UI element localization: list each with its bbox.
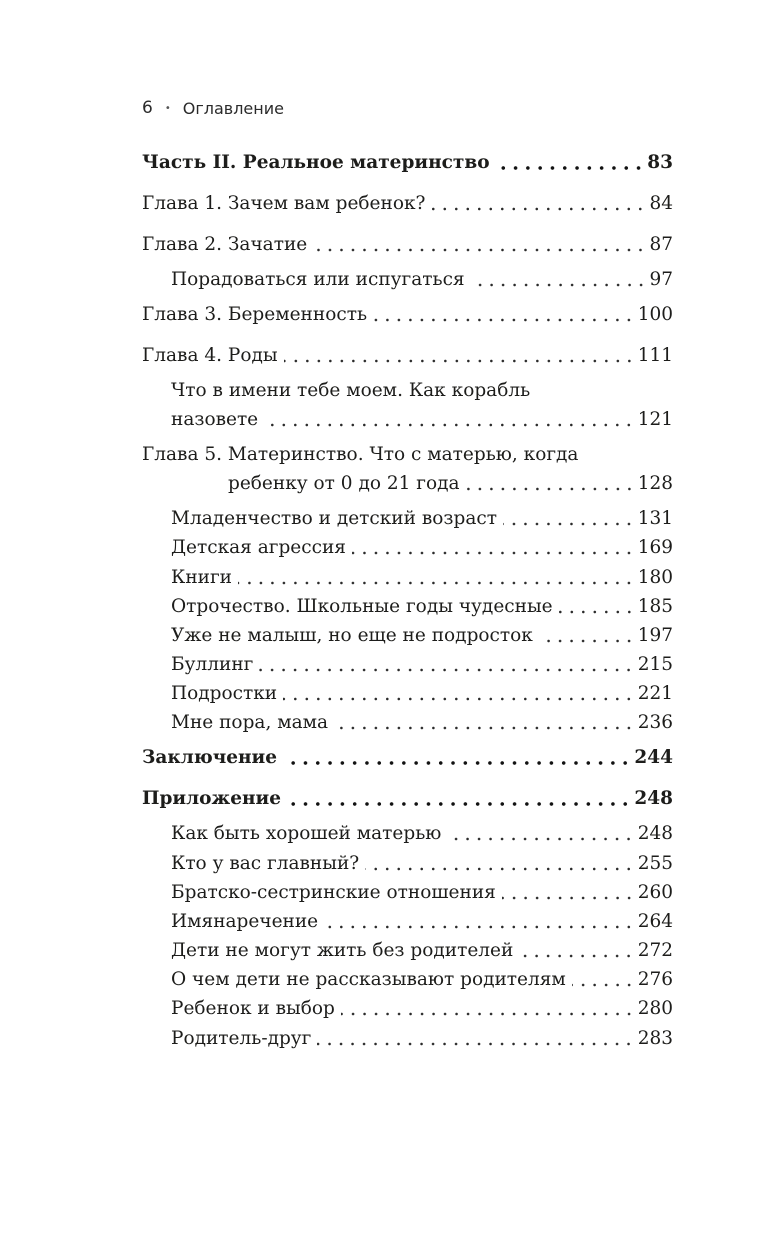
toc-title: О чем дети не рассказывают родителям xyxy=(171,969,566,990)
dot-leader xyxy=(284,359,635,363)
dot-leader xyxy=(238,581,635,585)
dot-leader xyxy=(572,983,635,987)
toc-conclusion[interactable] xyxy=(142,745,673,771)
toc-section-title-line: Что в имени тебе моем. Как корабль xyxy=(171,380,531,401)
toc-page: 84 xyxy=(649,193,673,214)
toc-page: 283 xyxy=(637,1028,673,1049)
dot-leader xyxy=(334,726,635,730)
toc-title: Глава 2. Зачатие xyxy=(142,234,308,255)
dot-leader xyxy=(559,610,635,614)
page-number: 6 xyxy=(142,98,153,118)
toc-page: 121 xyxy=(637,409,673,430)
toc-page: 197 xyxy=(637,625,673,646)
toc-section[interactable] xyxy=(171,267,673,293)
toc-chapter-2[interactable] xyxy=(142,232,673,258)
dot-leader xyxy=(283,761,631,765)
dot-leader xyxy=(503,522,635,526)
toc-title: Имянаречение xyxy=(171,911,319,932)
dot-leader xyxy=(341,1012,635,1016)
dot-leader xyxy=(259,668,634,672)
dot-leader xyxy=(471,283,647,287)
dot-leader xyxy=(365,867,634,871)
toc-page: 276 xyxy=(637,969,673,990)
toc-page: 244 xyxy=(634,747,673,768)
toc-title: Подростки xyxy=(171,683,278,704)
dot-leader xyxy=(313,248,646,252)
dot-leader xyxy=(431,207,646,211)
dot-leader xyxy=(519,954,634,958)
toc-page: 255 xyxy=(637,853,673,874)
toc-appendix[interactable] xyxy=(142,786,673,812)
toc-page: 260 xyxy=(637,882,673,903)
toc-title: Глава 1. Зачем вам ребенок? xyxy=(142,193,426,214)
toc-title: Книги xyxy=(171,567,233,588)
toc-chapter-5[interactable] xyxy=(228,471,673,497)
toc-page: 169 xyxy=(637,537,673,558)
toc-title: Младенчество и детский возраст xyxy=(171,508,497,529)
running-header xyxy=(142,98,284,118)
toc-chapter-4[interactable] xyxy=(142,343,673,369)
dot-leader xyxy=(283,697,635,701)
toc-title: Как быть хорошей матерью xyxy=(171,823,442,844)
toc-page: 97 xyxy=(649,269,673,290)
toc-section[interactable] xyxy=(171,710,673,736)
toc-title: Детская агрессия xyxy=(171,537,346,558)
dot-leader xyxy=(502,896,635,900)
header-title: Оглавление xyxy=(182,98,284,118)
toc-section[interactable] xyxy=(171,535,673,561)
toc-part-2[interactable] xyxy=(142,150,673,176)
toc-page: 128 xyxy=(637,473,673,494)
toc-title: Кто у вас главный? xyxy=(171,853,360,874)
toc-page: 215 xyxy=(637,654,673,675)
toc-section[interactable] xyxy=(171,938,673,964)
dot-leader xyxy=(373,318,635,322)
toc-page: 264 xyxy=(637,911,673,932)
toc-section[interactable] xyxy=(171,506,673,532)
toc-title: Буллинг xyxy=(171,654,254,675)
toc-page: 248 xyxy=(634,788,673,809)
toc-section[interactable] xyxy=(171,407,673,433)
toc-section[interactable] xyxy=(171,1026,673,1052)
toc-page: 185 xyxy=(637,596,673,617)
toc-title: Родитель-друг xyxy=(171,1028,312,1049)
toc-page: 236 xyxy=(637,712,673,733)
toc-section[interactable] xyxy=(171,880,673,906)
dot-leader xyxy=(352,551,635,555)
toc-section[interactable] xyxy=(171,909,673,935)
toc-title: назовете xyxy=(171,409,259,430)
toc-title: Уже не малыш, но еще не подросток xyxy=(171,625,533,646)
toc-chapter-title-line: Глава 5. Материнство. Что с матерью, когда xyxy=(142,444,579,465)
toc-page: 131 xyxy=(637,508,673,529)
toc-chapter-1[interactable] xyxy=(142,191,673,217)
dot-leader xyxy=(324,925,635,929)
toc-page: 83 xyxy=(647,152,673,173)
toc-section[interactable] xyxy=(171,996,673,1022)
toc-section[interactable] xyxy=(171,652,673,678)
header-bullet: • xyxy=(164,102,171,114)
toc-chapter-3[interactable] xyxy=(142,302,673,328)
toc-page: 280 xyxy=(637,998,673,1019)
toc-title: Мне пора, мама xyxy=(171,712,329,733)
toc-section[interactable] xyxy=(171,623,673,649)
toc-section[interactable] xyxy=(171,565,673,591)
toc-title: Отрочество. Школьные годы чудесные xyxy=(171,596,553,617)
toc-title: Приложение xyxy=(142,788,281,809)
dot-leader xyxy=(317,1042,634,1046)
dot-leader xyxy=(466,487,635,491)
dot-leader xyxy=(264,423,635,427)
toc-page: 87 xyxy=(649,234,673,255)
dot-leader xyxy=(447,837,634,841)
toc-title: Дети не могут жить без родителей xyxy=(171,940,514,961)
dot-leader xyxy=(287,802,631,806)
toc-page: 272 xyxy=(637,940,673,961)
toc-title: Глава 3. Беременность xyxy=(142,304,368,325)
toc-title: Заключение xyxy=(142,747,278,768)
toc-title: Братско-сестринские отношения xyxy=(171,882,496,903)
toc-title: Порадоваться или испугаться xyxy=(171,269,465,290)
toc-page: 111 xyxy=(637,345,673,366)
toc-section[interactable] xyxy=(171,851,673,877)
toc-title: Ребенок и выбор xyxy=(171,998,335,1019)
toc-page: 221 xyxy=(637,683,673,704)
toc-section[interactable] xyxy=(171,681,673,707)
toc-title: Глава 4. Роды xyxy=(142,345,278,366)
toc-page: 180 xyxy=(637,567,673,588)
toc-page: 100 xyxy=(637,304,673,325)
toc-section[interactable] xyxy=(171,821,673,847)
toc-section[interactable] xyxy=(171,594,673,620)
toc-page: 248 xyxy=(637,823,673,844)
toc-title: Часть II. Реальное материнство xyxy=(142,152,490,173)
toc-section[interactable] xyxy=(171,967,673,993)
toc-title: ребенку от 0 до 21 года xyxy=(228,473,460,494)
dot-leader xyxy=(496,166,645,170)
dot-leader xyxy=(539,639,635,643)
